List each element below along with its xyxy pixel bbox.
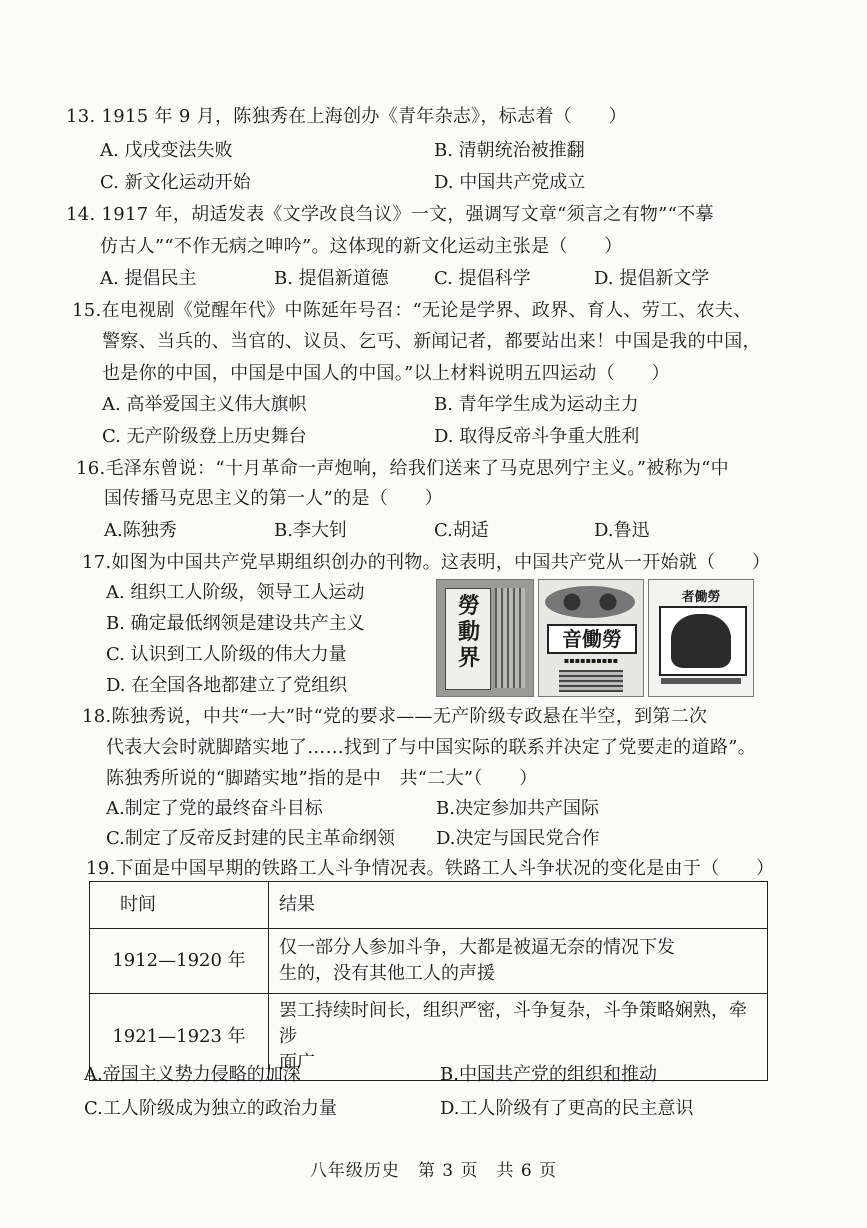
q17-option-c: C. 认识到工人阶级的伟大力量: [106, 644, 347, 665]
q18-option-d: D.决定与国民党合作: [436, 828, 600, 849]
poster1-title: 勞動界: [457, 593, 480, 671]
table-cell-result-line1: 仅一部分人参加斗争，大都是被逼无奈的情况下发: [279, 937, 675, 958]
q13-stem: 13. 1915 年 9 月，陈独秀在上海创办《青年杂志》，标志着（ ）: [66, 106, 627, 127]
q14-option-a: A. 提倡民主: [100, 268, 197, 289]
table-row: [90, 929, 768, 994]
poster-laodongzhe: [648, 579, 754, 697]
q19-option-c: C.工人阶级成为独立的政治力量: [84, 1098, 337, 1119]
q14-option-b: B. 提倡新道德: [274, 268, 389, 289]
worker-figure-icon: [671, 614, 731, 668]
q19-option-b: B.中国共产党的组织和推动: [440, 1064, 657, 1085]
q17-periodicals-figure: [436, 579, 754, 695]
q16-option-d: D.鲁迅: [594, 520, 650, 541]
q17-option-d: D. 在全国各地都建立了党组织: [106, 675, 348, 696]
q15-option-a: A. 高举爱国主义伟大旗帜: [102, 394, 307, 415]
q16-option-c: C.胡适: [434, 520, 489, 541]
q19-option-a: A.帝国主义势力侵略的加深: [84, 1064, 301, 1085]
q13-option-d: D. 中国共产党成立: [434, 172, 586, 193]
table-cell-period: 1912—1920 年: [90, 929, 269, 994]
table-cell-result-line2: 面广: [279, 1052, 315, 1073]
table-header-row: [90, 882, 768, 929]
table-header-time: 时间: [90, 882, 269, 929]
q19-option-d: D.工人阶级有了更高的民主意识: [440, 1098, 694, 1119]
q14-option-c: C. 提倡科学: [434, 268, 531, 289]
poster3-title: 者働勞: [681, 590, 721, 605]
q19-railway-strike-table: [89, 881, 768, 1081]
q16-option-a: A.陈独秀: [104, 520, 177, 541]
poster2-title: 音働勞: [547, 624, 637, 654]
q19-stem: 19.下面是中国早期的铁路工人斗争情况表。铁路工人斗争状况的变化是由于（ ）: [86, 858, 775, 879]
q18-option-a: A.制定了党的最终奋斗目标: [106, 798, 323, 819]
q18-stem-line2: 代表大会时就脚踏实地了……找到了与中国实际的联系并决定了党要走的道路”。: [106, 737, 756, 758]
table-cell-result-line1: 罢工持续时间长，组织严密，斗争复杂，斗争策略娴熟，牵涉: [279, 1000, 747, 1047]
q17-option-a: A. 组织工人阶级，领导工人运动: [106, 582, 365, 603]
q16-option-b: B.李大钊: [274, 520, 347, 541]
table-cell-result: [269, 929, 768, 994]
q13-option-b: B. 清朝统治被推翻: [434, 140, 585, 161]
q13-option-a: A. 戊戌变法失败: [100, 140, 233, 161]
q18-option-c: C.制定了反帝反封建的民主革命纲领: [106, 828, 395, 849]
q18-option-b: B.决定参加共产国际: [436, 798, 599, 819]
q15-stem-line3: 也是你的中国，中国是中国人的中国。”以上材料说明五四运动（ ）: [102, 363, 670, 384]
page-footer: 八年级历史 第 3 页 共 6 页: [309, 1161, 558, 1181]
q13-option-c: C. 新文化运动开始: [100, 172, 251, 193]
q14-stem-line1: 14. 1917 年，胡适发表《文学改良刍议》一文，强调写文章“须言之有物”“不摹: [66, 204, 714, 225]
q15-option-c: C. 无产阶级登上历史舞台: [102, 426, 307, 447]
q17-stem: 17.如图为中国共产党早期组织创办的刊物。这表明，中国共产党从一开始就（ ）: [82, 552, 771, 573]
q15-option-d: D. 取得反帝斗争重大胜利: [434, 426, 640, 447]
q17-option-b: B. 确定最低纲领是建设共产主义: [106, 613, 365, 634]
q16-stem-line2: 国传播马克思主义的第一人”的是（ ）: [104, 488, 443, 509]
q15-stem-line1: 15.在电视剧《觉醒年代》中陈延年号召：“无论是学界、政界、育人、劳工、农夫、: [72, 300, 752, 321]
q14-stem-line2: 仿古人”“不作无病之呻吟”。这体现的新文化运动主张是（ ）: [100, 236, 623, 257]
q14-option-d: D. 提倡新文学: [594, 268, 710, 289]
q16-stem-line1: 16.毛泽东曾说：“十月革命一声炮响，给我们送来了马克思列宁主义。”被称为“中: [76, 458, 729, 479]
table-cell-result-line2: 生的，没有其他工人的声援: [279, 963, 495, 984]
q15-stem-line2: 警察、当兵的、当官的、议员、乞丐、新闻记者，都要站出来！中国是我的中国，: [102, 331, 761, 352]
poster-laodongyin: 音働勞 ▪▪▪▪▪▪▪▪▪▪: [538, 579, 644, 697]
q15-option-b: B. 青年学生成为运动主力: [434, 394, 639, 415]
table-header-result: 结果: [269, 882, 768, 929]
poster-laodongjie: [436, 579, 534, 697]
q18-stem-line1: 18.陈独秀说，中共“一大”时“党的要求——无产阶级专政悬在半空，到第二次: [82, 706, 708, 727]
q18-stem-line3: 陈独秀所说的“脚踏实地”指的是中 共“二大”（ ）: [106, 768, 538, 789]
table-cell-period: 1921—1923 年: [90, 994, 269, 1081]
